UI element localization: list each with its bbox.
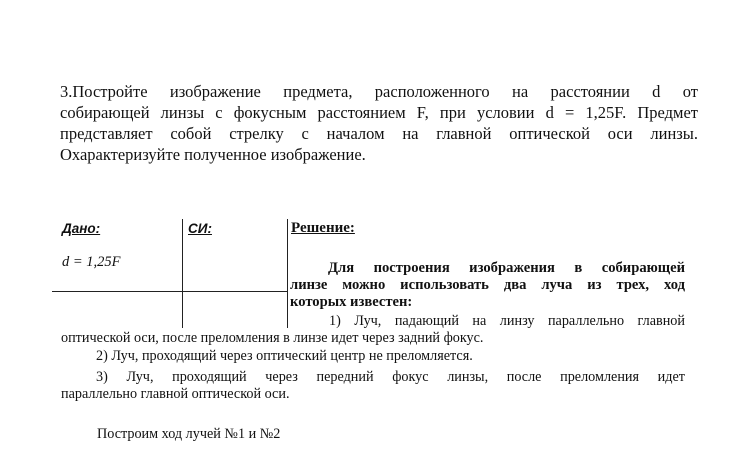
ray2-text: 2) Луч, проходящий через оптический центр не преломляется.	[96, 348, 473, 364]
si-label: СИ:	[188, 221, 212, 236]
given-underline	[52, 291, 288, 292]
problem-line-3: представляет собой стрелку с началом на главной оптической оси линзы.	[60, 124, 698, 143]
intro-line-1: Для построения изображения в собирающей	[328, 260, 685, 276]
construct-text: Построим ход лучей №1 и №2	[97, 426, 281, 442]
ray1-line-1: 1) Луч, падающий на линзу параллельно главной	[329, 313, 685, 329]
intro-line-2: линзе можно использовать два луча из трех, ход	[290, 277, 685, 293]
solution-label: Решение:	[291, 220, 355, 236]
given-label: Дано:	[62, 221, 101, 236]
problem-line-1: 3.Постройте изображение предмета, расположенного на расстоянии d от	[60, 82, 698, 101]
given-value: d = 1,25F	[62, 254, 121, 270]
table-divider-right	[287, 219, 288, 328]
ray3-line-1: 3) Луч, проходящий через передний фокус линзы, после преломления идет	[96, 369, 685, 385]
ray3-line-2: параллельно главной оптической оси.	[61, 386, 290, 402]
intro-line-3: которых известен:	[290, 294, 413, 310]
solution-intro	[290, 260, 685, 311]
problem-statement	[60, 81, 698, 165]
problem-line-2: собирающей линзы с фокусным расстоянием F, при условии d = 1,25F. Предмет	[60, 103, 698, 122]
table-divider-left	[182, 219, 183, 328]
problem-line-4: Охарактеризуйте полученное изображение.	[60, 145, 366, 164]
ray1-line-2: оптической оси, после преломления в линзе идет через задний фокус.	[61, 330, 484, 346]
